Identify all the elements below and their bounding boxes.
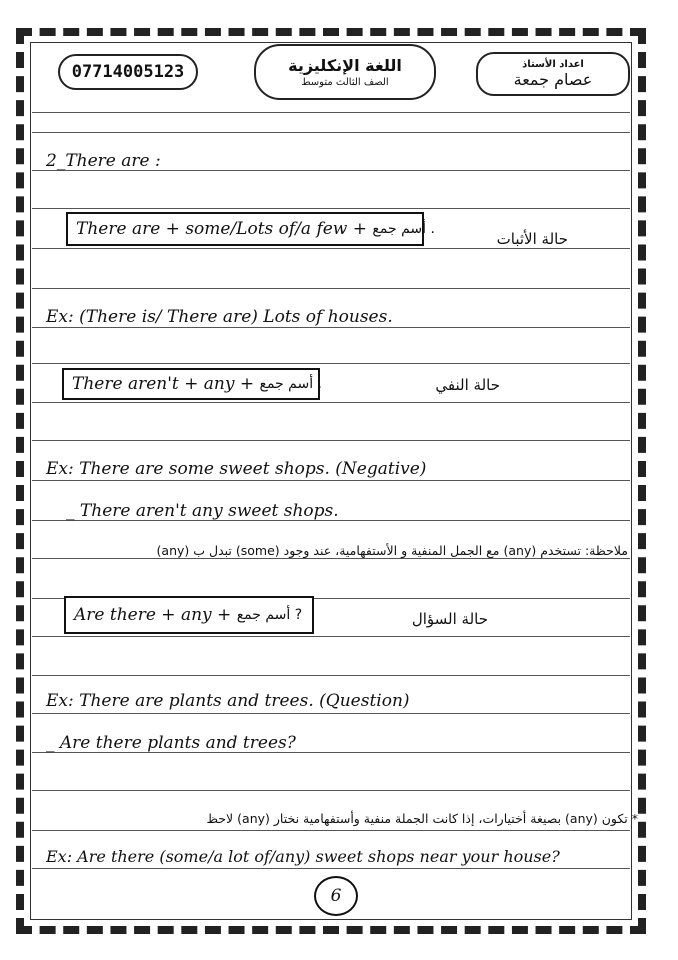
negative-answer: _ There aren't any sweet shops. [66,501,339,521]
teacher-label: اعداد الأستاذ [522,59,584,70]
ruled-line [32,440,630,441]
page-number: 6 [330,886,342,906]
grade-label: الصف الثالث متوسط [301,77,389,88]
question-label: حالة السؤال [411,610,488,628]
any-usage-note: ملاحظة: تستخدم (any) مع الجمل المنفية و الأستفهامية، عند وجود (some) تبدل ب (any) [156,543,628,558]
question-formula-box [64,596,314,634]
negative-formula: There aren't + any + [72,374,255,394]
inner-page-border [30,42,632,920]
ruled-line [32,830,630,831]
subject-title: اللغة الإنكليزية [288,56,402,75]
section-title: 2_There are : [46,151,161,171]
question-formula-arabic: أسم جمع ? [236,607,303,623]
ruled-line [32,636,630,637]
affirmative-formula: There are + some/Lots of/a few + [76,219,368,239]
subject-box [254,44,436,100]
phone-number-box [58,54,198,90]
negative-example: Ex: There are some sweet shops. (Negative) [46,459,427,479]
choice-note: * تكون (any) بصيغة أختيارات، إذا كانت الجملة منفية وأستفهامية نختار (any) لاحظ [206,811,638,826]
ruled-line [32,208,630,209]
negative-formula-box [62,368,323,400]
ruled-line [32,713,630,714]
ruled-line [32,790,630,791]
teacher-box [476,52,630,96]
page-number-circle [314,876,358,916]
question-formula: Are there + any + [74,605,232,625]
ruled-line [32,288,630,289]
question-answer: _ Are there plants and trees? [46,733,296,753]
affirmative-formula-box [66,212,435,246]
affirmative-label: حالة الأثبات [496,230,568,248]
affirmative-example: Ex: (There is/ There are) Lots of houses. [46,307,393,327]
question-example: Ex: There are plants and trees. (Question) [46,691,410,711]
negative-label: حالة النفي [435,376,500,394]
final-example: Ex: Are there (some/a lot of/any) sweet shops near your house? [46,847,560,866]
ruled-line [32,675,630,676]
ruled-line [32,480,630,481]
ruled-line [32,402,630,403]
ruled-line [32,112,630,113]
negative-formula-arabic: أسم جمع . [259,376,323,392]
phone-number: 07714005123 [71,62,185,82]
ruled-line [32,868,630,869]
teacher-name: عصام جمعة [513,70,593,89]
affirmative-formula-arabic: أسم جمع . [372,221,435,237]
ruled-line [32,363,630,364]
ruled-line [32,132,630,133]
